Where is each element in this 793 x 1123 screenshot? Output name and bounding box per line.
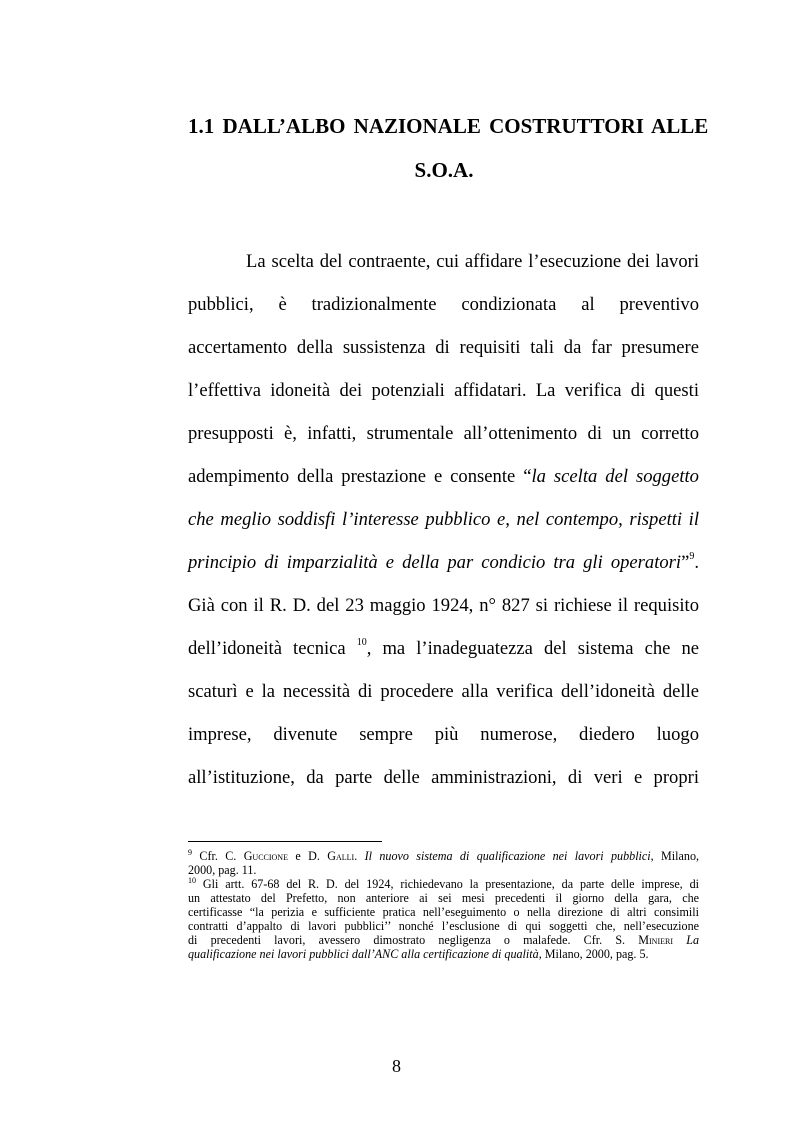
fn-text: , Milano, 2000, pag. 5. bbox=[538, 947, 649, 961]
fn-text: e D. bbox=[287, 849, 328, 863]
quote-italic: che meglio soddisfi l’interesse pubblico e, nel contempo, rispetti il bbox=[188, 509, 699, 530]
footnote-10-line bbox=[188, 947, 699, 961]
text-run: dell’idoneità tecnica bbox=[188, 638, 357, 659]
text-line: presupposti è, infatti, strumentale all’ottenimento di un corretto bbox=[188, 423, 699, 444]
text-run: , ma l’inadeguatezza del sistema che ne bbox=[366, 638, 699, 659]
text-line: l’effettiva idoneità dei potenziali affidatari. La verifica di questi bbox=[188, 380, 699, 401]
text-run: ” bbox=[681, 552, 690, 573]
book-title: qualificazione nei lavori pubblici dall’ANC alla certificazione di qualità bbox=[188, 947, 539, 961]
text-line: all’istituzione, da parte delle amministrazioni, di veri e propri bbox=[188, 767, 699, 788]
text-line: imprese, divenute sempre più numerose, diedero luogo bbox=[188, 724, 699, 745]
text-line: scaturì e la necessità di procedere alla verifica dell’idoneità delle bbox=[188, 681, 699, 702]
footnote-9 bbox=[188, 849, 699, 863]
heading-line-2: S.O.A. bbox=[414, 158, 474, 182]
text-run: . bbox=[694, 552, 699, 573]
footnote-number: 10 bbox=[188, 876, 196, 885]
author-name: Galli bbox=[327, 849, 355, 863]
text-line: pubblici, è tradizionalmente condizionata al preventivo bbox=[188, 294, 699, 315]
footnote-10 bbox=[188, 877, 699, 891]
fn-text: Cfr. C. bbox=[192, 849, 244, 863]
author-name: Minieri bbox=[638, 933, 674, 947]
text-line bbox=[188, 638, 699, 660]
quote-italic: la scelta del soggetto bbox=[531, 466, 699, 487]
book-title: Il nuovo sistema di qualificazione nei lavori pubblici bbox=[364, 849, 651, 863]
footnote-10-line bbox=[188, 933, 699, 947]
text-run: adempimento della prestazione e consente “ bbox=[188, 466, 532, 487]
author-name: Guccione bbox=[243, 849, 288, 863]
fn-text: di precedenti lavori, avessero dimostrato negligenza o malafede. Cfr. S. bbox=[188, 933, 639, 947]
quote-italic: principio di imparzialità e della par condicio tra gli operatori bbox=[188, 552, 682, 573]
fn-text: Gli artt. 67-68 del R. D. del 1924, richiedevano la presentazione, da parte delle imprese, di bbox=[196, 877, 699, 891]
footnote-separator bbox=[188, 841, 382, 842]
page-number: 8 bbox=[392, 1056, 401, 1076]
text-line bbox=[188, 552, 699, 574]
fn-text: . bbox=[354, 849, 365, 863]
text-line: accertamento della sussistenza di requisiti tali da far presumere bbox=[188, 337, 699, 358]
footnote-ref-9[interactable]: 9 bbox=[689, 551, 695, 562]
heading-line-1: 1.1 DALL’ALBO NAZIONALE COSTRUTTORI ALLE bbox=[188, 114, 709, 138]
footnote-10-line: certificasse “la perizia e sufficiente pratica nell’eseguimento o nella direzione di altri consimili bbox=[188, 905, 699, 919]
fn-text: , Milano, bbox=[650, 849, 700, 863]
text-line: La scelta del contraente, cui affidare l’esecuzione dei lavori bbox=[246, 251, 699, 272]
footnote-10-line: un attestato del Prefetto, non anteriore ai sei mesi precedenti il giorno della gara, che bbox=[188, 891, 699, 905]
text-line: Già con il R. D. del 23 maggio 1924, n° 827 si richiese il requisito bbox=[188, 595, 699, 616]
footnote-ref-10[interactable]: 10 bbox=[356, 637, 367, 648]
footnote-number: 9 bbox=[188, 848, 192, 857]
book-title: La bbox=[686, 933, 699, 947]
text-line bbox=[188, 466, 699, 488]
footnote-10-line: contratti d’appalto di lavori pubblici’’ nonché l’esclusione di qui soggetti che, nell’esecuzione bbox=[188, 919, 699, 933]
text-line-italic bbox=[188, 509, 699, 531]
footnote-9-line-2: 2000, pag. 11. bbox=[188, 863, 257, 877]
